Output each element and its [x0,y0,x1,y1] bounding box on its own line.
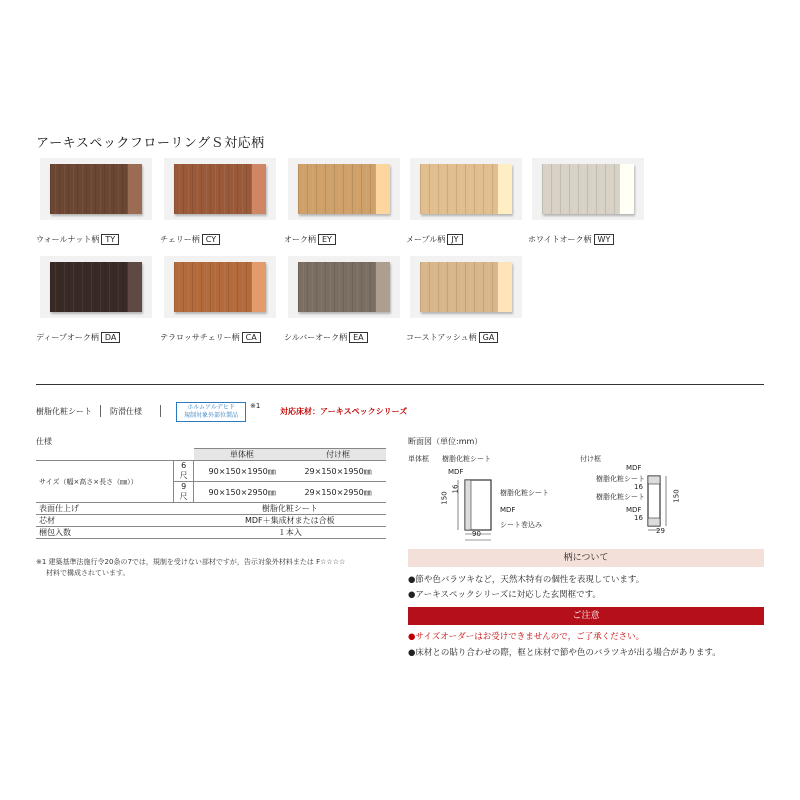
wood-grain [420,164,498,214]
dim-150-attached: 150 [672,489,681,503]
compatible-floor: 対応床材：アーキスペックシリーズ [280,407,408,416]
dim-16-attached-bottom: 16 [634,514,643,522]
row9-label: 9尺 [174,482,194,503]
caution-bullet-2: ●床材との貼り合わせの際，框と床材で節や色のバラツキが出る場合があります。 [408,648,721,658]
pattern-heading: 柄について [408,549,764,567]
swatch-code: WY [594,234,615,245]
board-end [498,164,512,214]
wood-board [298,262,390,312]
core-value: MDF＋集成材または合板 [194,515,386,527]
board-end [252,262,266,312]
board-end [128,262,142,312]
row6-attached: 29×150×1950㎜ [290,461,386,482]
row9-attached: 29×150×2950㎜ [290,482,386,503]
tag-anti-slip: 防滑仕様 [110,407,142,416]
pack-value: １本入 [194,527,386,539]
dim-150-single: 150 [440,491,449,505]
wood-grain [298,262,376,312]
dim-90: 90 [472,530,481,538]
section-title: 断面図（単位:mm） [408,437,483,446]
swatch-code: CA [242,332,261,343]
dim-16-attached-top: 16 [634,483,643,491]
tag-resin-sheet: 樹脂化粧シート [36,407,92,416]
size-label: サイズ（幅×高さ×長さ（㎜）） [36,461,174,503]
swatch-image [40,256,152,318]
section-attached-label: 付け框 [580,455,601,463]
swatch-code: CY [202,234,220,245]
section-single-resin: 樹脂化粧シート [442,455,491,463]
swatch-name: ウォールナット柄 [36,235,100,244]
wood-board [174,262,266,312]
col-single: 単体框 [194,449,290,461]
board-end [128,164,142,214]
board-end [498,262,512,312]
wood-board [420,262,512,312]
page-title: アーキスペックフローリングＳ対応柄 [36,136,265,151]
swatch-label [36,234,119,245]
section-attached-resin-top: 樹脂化粧シート [596,475,645,483]
swatch-label [406,234,463,245]
row6-label: 6尺 [174,461,194,482]
swatch-name: オーク柄 [284,235,316,244]
wood-board [298,164,390,214]
swatch-label [406,332,498,343]
swatch-code: DA [101,332,121,343]
swatch-name: テラロッサチェリー柄 [160,333,240,342]
wood-grain [50,262,128,312]
board-end [620,164,634,214]
wood-board [542,164,634,214]
board-end [376,262,390,312]
pack-label: 梱包入数 [36,527,194,539]
spec-table [36,448,386,539]
swatch-name: コーストアッシュ柄 [406,333,477,342]
section-sheet-wrap: シート巻込み [500,521,542,529]
swatch-code: TY [101,234,119,245]
swatch-code: EA [349,332,368,343]
section-single-mdf: MDF [448,468,464,476]
swatch-image [288,158,400,220]
col-attached: 付け框 [290,449,386,461]
wood-board [174,164,266,214]
wood-board [420,164,512,214]
section-attached-resin-mid: 樹脂化粧シート [596,493,645,501]
tag-separator [100,405,101,417]
swatch-image [410,158,522,220]
swatch-code: EY [318,234,336,245]
wood-grain [420,262,498,312]
board-end [252,164,266,214]
swatch-name: メープル柄 [406,235,446,244]
swatch-label [528,234,614,245]
wood-board [50,262,142,312]
section-single-mdf-side: MDF [500,506,516,514]
swatch-code: JY [447,234,462,245]
attached-frame-diagram [644,470,674,536]
swatch-name: ホワイトオーク柄 [528,235,592,244]
footnote-mark: ※1 [250,402,261,410]
wood-grain [298,164,376,214]
swatch-label [160,234,220,245]
swatch-image [40,158,152,220]
formaldehyde-badge-line1: ホルムアルデヒド [187,404,235,411]
pattern-bullet-1: ●節や色バラツキなど，天然木特有の個性を表現しています。 [408,575,645,585]
surface-label: 表面仕上げ [36,503,194,515]
footnote-line1: ※1 建築基準法施行令20条の7では，規制を受けない部材ですが，告示対象外材料または F☆☆☆☆ [36,558,346,566]
tag-separator [160,405,161,417]
swatch-image [164,256,276,318]
swatch-label [36,332,120,343]
surface-value: 樹脂化粧シート [194,503,386,515]
board-end [376,164,390,214]
wood-grain [174,164,252,214]
row6-single: 90×150×1950㎜ [194,461,290,482]
swatch-label [284,234,336,245]
swatch-image [532,158,644,220]
caution-bullet-1: ●サイズオーダーはお受けできませんので，ご了承ください。 [408,632,645,642]
row9-single: 90×150×2950㎜ [194,482,290,503]
section-attached-mdf-bottom: MDF [626,506,642,514]
pattern-bullet-2: ●アーキスペックシリーズに対応した玄関框です。 [408,590,601,600]
dim-16-single-top: 16 [451,484,460,494]
divider [36,384,764,385]
wood-board [50,164,142,214]
formaldehyde-badge [176,402,246,422]
footnote-line2: 材料で構成されています。 [46,569,130,577]
formaldehyde-badge-line2: 規制対象外部位製品 [183,412,238,419]
caution-heading: ご注意 [408,607,764,625]
section-attached-mdf-top: MDF [626,464,642,472]
spec-heading: 仕様 [36,437,52,446]
wood-grain [542,164,620,214]
wood-grain [174,262,252,312]
core-label: 芯材 [36,515,194,527]
swatch-name: シルバーオーク柄 [284,333,348,342]
section-single-label: 単体框 [408,455,429,463]
swatch-image [164,158,276,220]
swatch-label [160,332,261,343]
section-single-resin-side: 樹脂化粧シート [500,489,549,497]
swatch-name: チェリー柄 [160,235,200,244]
swatch-label [284,332,368,343]
swatch-image [410,256,522,318]
wood-grain [50,164,128,214]
dim-29: 29 [656,527,665,535]
swatch-image [288,256,400,318]
swatch-code: GA [479,332,499,343]
swatch-name: ディープオーク柄 [36,333,99,342]
single-frame-diagram [456,470,506,542]
